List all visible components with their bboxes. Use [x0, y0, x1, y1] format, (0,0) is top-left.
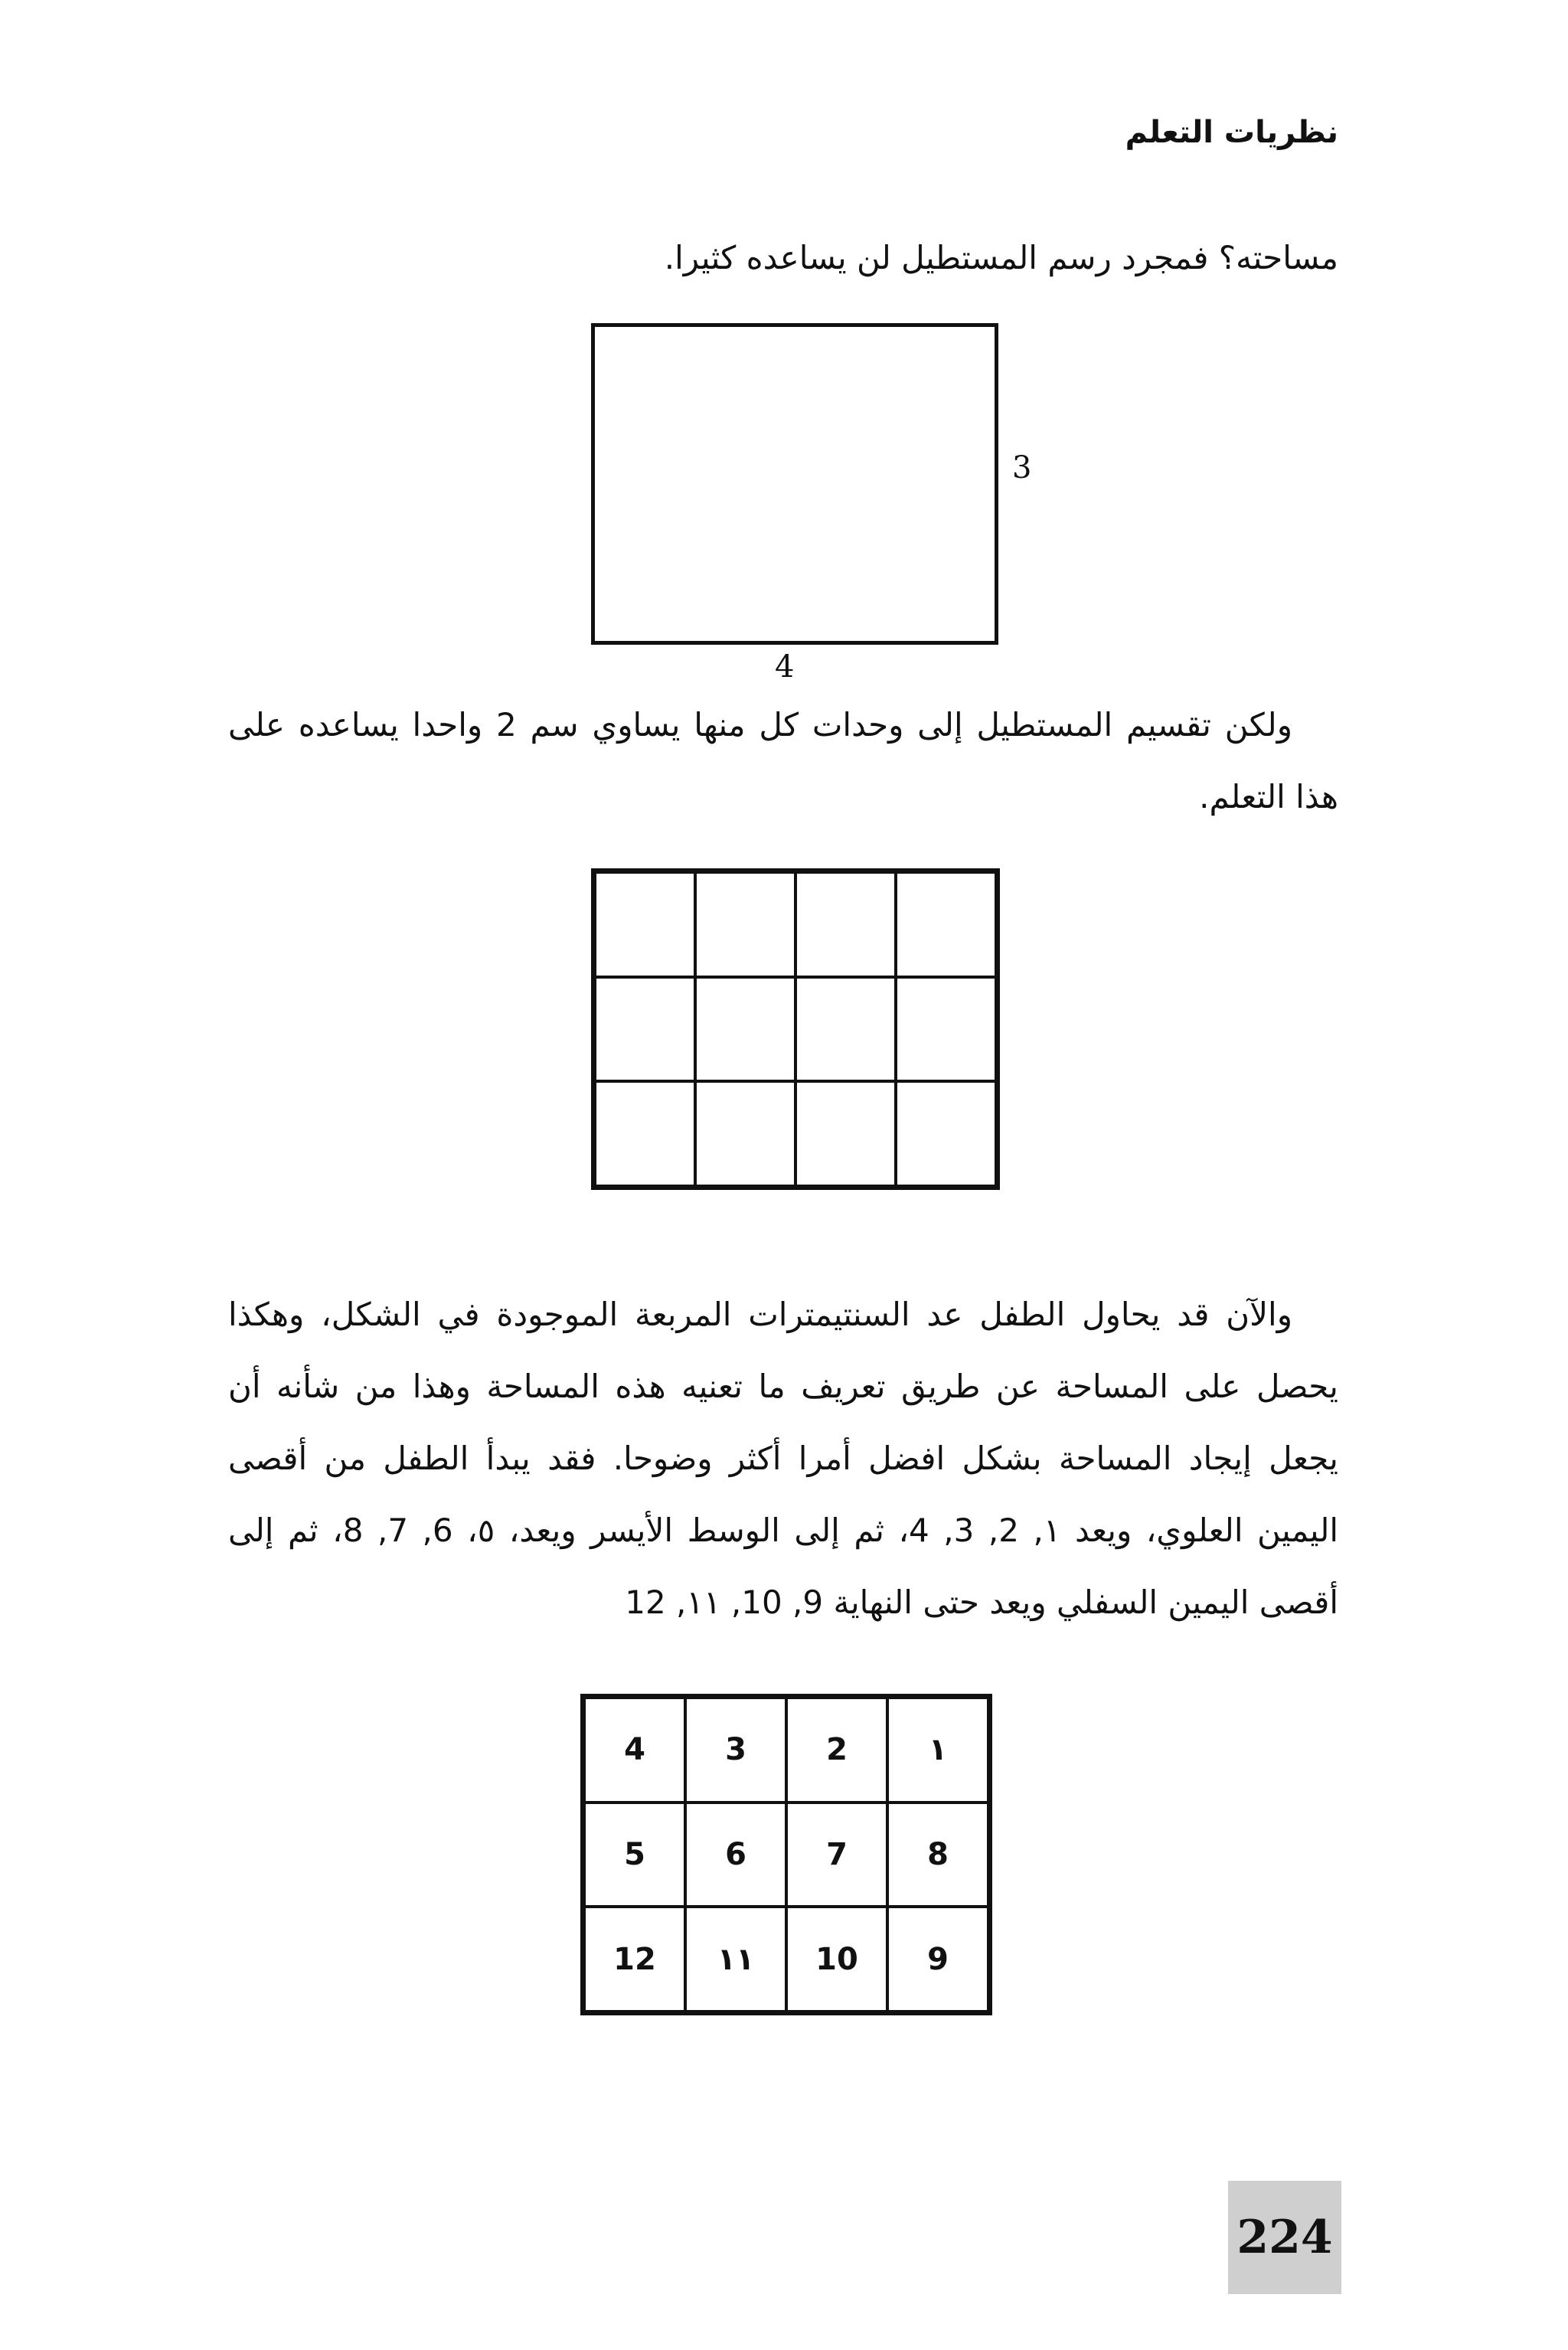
grid-cell [795, 872, 896, 977]
running-header-title: نظريات التعلم [1125, 115, 1338, 150]
numbered-grid-cell: 9 [887, 1907, 988, 2012]
page-number-badge [1228, 2181, 1341, 2294]
grid-cell [595, 1081, 695, 1186]
rectangle-figure [591, 323, 998, 645]
grid-cell [795, 1081, 896, 1186]
unit-grid-figure [591, 868, 1000, 1190]
numbered-grid-cell: ١ [887, 1698, 988, 1803]
numbered-grid-figure [580, 1694, 992, 2015]
rectangle-height-label: 3 [1012, 450, 1032, 485]
numbered-grid-cell: 6 [685, 1803, 786, 1907]
numbered-grid-cell: 4 [584, 1698, 685, 1803]
grid-cell [695, 1081, 795, 1186]
numbered-grid-cell: 12 [584, 1907, 685, 2012]
grid-cell [695, 872, 795, 977]
grid-cell [595, 977, 695, 1082]
grid-cell [896, 977, 996, 1082]
numbered-grid-cell: 3 [685, 1698, 786, 1803]
numbered-grid-cell: 2 [786, 1698, 887, 1803]
numbered-grid-cell: 5 [584, 1803, 685, 1907]
paragraph-unit-division: ولكن تقسيم المستطيل إلى وحدات كل منها يساوي سم 2 واحدا يساعده على هذا التعلم. [228, 706, 1338, 815]
page-number: 224 [1236, 2211, 1333, 2264]
grid-cell [896, 1081, 996, 1186]
grid-cell [896, 872, 996, 977]
numbered-grid-cell: 10 [786, 1907, 887, 2012]
grid-cell [695, 977, 795, 1082]
paragraph-counting: والآن قد يحاول الطفل عد السنتيمترات المربعة الموجودة في الشكل، وهكذا يحصل على المساحة عن طريق تعريف ما تعنيه هذه المساحة وهذا من شأنه أن يجعل إيجاد المساحة بشكل افضل أمرا أكثر وضوحا. فقد يبدأ الطفل من أقصى اليمين العلوي، ويعد ١, 2, 3, 4، ثم إلى الوسط الأيسر ويعد، ٥، 6, 7, 8، ثم إلى أقصى اليمين السفلي ويعد حتى النهاية 9, 10, ١١, 12 [228, 1296, 1339, 1621]
grid-cell [595, 872, 695, 977]
paragraph-intro: مساحته؟ فمجرد رسم المستطيل لن يساعده كثيرا. [664, 239, 1338, 276]
grid-cell [795, 977, 896, 1082]
numbered-grid-cell: ١١ [685, 1907, 786, 2012]
numbered-grid-cell: 8 [887, 1803, 988, 1907]
numbered-grid-cell: 7 [786, 1803, 887, 1907]
rectangle-width-label: 4 [775, 649, 795, 685]
